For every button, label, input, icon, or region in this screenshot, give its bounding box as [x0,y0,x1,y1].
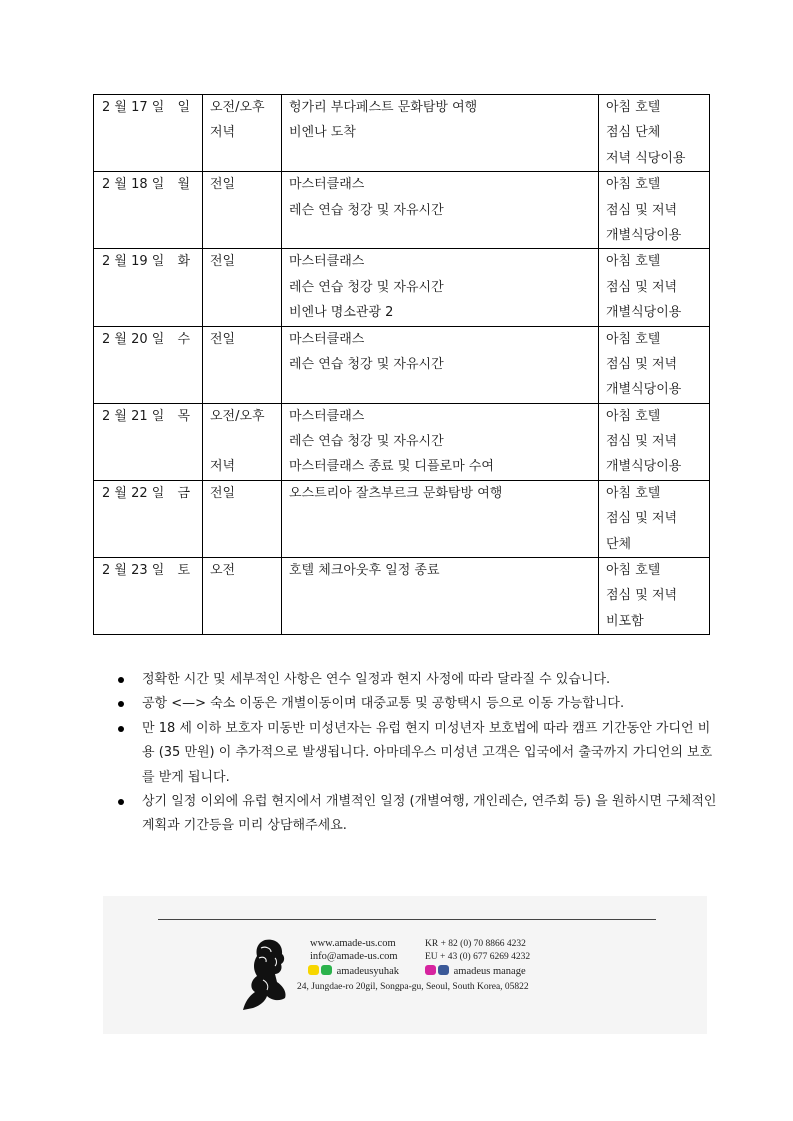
date-text: 2 월 20 일 [102,331,165,347]
activity-cell [282,95,599,172]
time-cell [203,172,282,249]
activity-line: 레슨 연습 청강 및 자유시간 [289,434,444,450]
meal-line: 점심 및 저녁 [606,511,678,527]
meal-line: 점심 및 저녁 [606,356,678,372]
time-line [210,377,281,402]
activity-line [289,609,598,634]
activity-cell [282,326,599,403]
time-line [210,583,281,608]
activity-line: 비엔나 명소관광 2 [289,305,394,321]
activity-line [289,223,598,248]
time-line [210,506,281,531]
time-line: 오전 [210,563,236,579]
footer [103,896,707,1034]
schedule-row [94,172,710,249]
facebook-icon [438,965,449,975]
meal-cell [599,326,710,403]
meal-line: 저녁 식당이용 [606,150,686,166]
activity-line [289,583,598,608]
date-text: 2 월 17 일 [102,100,165,115]
meal-line: 아침 호텔 [606,331,661,347]
date-cell [94,403,203,480]
meal-cell [599,480,710,557]
activity-line [289,377,598,402]
kakao-id: amadeusyuhak [336,966,400,977]
schedule-row [94,95,710,172]
meal-line: 아침 호텔 [606,563,661,579]
meal-line: 아침 호텔 [606,408,661,424]
note-item [118,717,718,790]
meal-line: 비포함 [606,613,644,629]
activity-line: 마스터클래스 종료 및 디플로마 수여 [289,459,494,475]
date-cell [94,480,203,557]
date-text: 2 월 23 일 [102,563,165,579]
note-text: 만 18 세 이하 보호자 미동반 미성년자는 유럽 현지 미성년자 보호법에 따라 캠프 기간동안 가디언 비용 (35 만원) 이 추가적으로 발생됩니다. 아마데우스 미성년 고객은 입국에서 출국까지 가디언의 보호를 받게 됩니다. [142,720,713,785]
time-line [210,352,281,377]
weekday-text: 화 [177,254,190,270]
time-line: 오전/오후 [210,100,265,115]
meal-line: 개별식당이용 [606,459,682,475]
address: 24, Jungdae-ro 20gil, Songpa-gu, Seoul, South Korea, 05822 [297,982,529,992]
activity-line: 레슨 연습 청강 및 자유시간 [289,356,444,372]
notes-list [118,668,718,839]
date-text: 2 월 22 일 [102,485,165,501]
activity-line: 헝가리 부다페스트 문화탐방 여행 [289,100,478,115]
activity-cell [282,558,599,635]
bullet-icon [118,726,124,732]
meal-line: 아침 호텔 [606,485,661,501]
schedule-row [94,558,710,635]
date-cell [94,558,203,635]
weekday-text: 목 [177,408,190,424]
meal-cell [599,249,710,326]
schedule-row [94,249,710,326]
note-item [118,692,718,716]
kakaotalk-icon [308,965,319,975]
weekday-text: 토 [177,563,190,579]
activity-line [289,532,598,557]
time-cell [203,403,282,480]
activity-line: 마스터클래스 [289,254,365,270]
activity-line [289,506,598,531]
instagram-id: amadeus manage [453,966,526,977]
time-line: 저녁 [210,125,236,141]
note-text: 정확한 시간 및 세부적인 사항은 연수 일정과 현지 사정에 따라 달라질 수 있습니다. [142,672,611,687]
time-line [210,223,281,248]
kakao-contact[interactable] [308,965,399,977]
time-line: 전일 [210,331,236,347]
date-cell [94,95,203,172]
weekday-text: 월 [177,177,190,193]
meal-line: 점심 및 저녁 [606,588,678,604]
meal-line: 개별식당이용 [606,305,682,321]
time-cell [203,480,282,557]
activity-cell [282,480,599,557]
activity-line: 마스터클래스 [289,331,365,347]
meal-line: 개별식당이용 [606,227,682,243]
activity-cell [282,172,599,249]
time-line [210,429,281,454]
time-cell [203,95,282,172]
time-line [210,146,281,171]
time-line: 전일 [210,177,236,193]
schedule-table [93,94,710,635]
time-line [210,532,281,557]
date-cell [94,326,203,403]
weekday-text: 금 [177,485,190,501]
note-item [118,790,718,839]
schedule-row [94,403,710,480]
weekday-text: 수 [177,331,190,347]
date-cell [94,172,203,249]
weekday-text: 일 [177,100,190,115]
composer-bust-logo [235,936,295,1012]
note-text: 공항 <—> 숙소 이동은 개별이동이며 대중교통 및 공항택시 등으로 이동 가능합니다. [142,696,625,712]
activity-line: 마스터클래스 [289,408,365,424]
website-link[interactable]: www.amade-us.com [310,938,396,949]
time-cell [203,558,282,635]
activity-line [289,146,598,171]
date-text: 2 월 19 일 [102,254,165,270]
meal-line: 점심 및 저녁 [606,279,678,295]
phone-kr: KR + 82 (0) 70 8866 4232 [425,939,526,949]
time-line [210,198,281,223]
activity-line: 마스터클래스 [289,177,365,193]
date-cell [94,249,203,326]
meal-line: 점심 및 저녁 [606,202,678,218]
time-line [210,300,281,325]
footer-divider [158,919,656,920]
meal-line: 점심 및 저녁 [606,434,678,450]
time-line: 전일 [210,485,236,501]
meal-cell [599,403,710,480]
time-line: 전일 [210,254,236,270]
time-cell [203,326,282,403]
activity-cell [282,249,599,326]
activity-line: 레슨 연습 청강 및 자유시간 [289,202,444,218]
bullet-icon [118,799,124,805]
meal-line: 아침 호텔 [606,177,661,193]
activity-cell [282,403,599,480]
activity-line: 레슨 연습 청강 및 자유시간 [289,279,444,295]
meal-line: 아침 호텔 [606,100,661,115]
bullet-icon [118,701,124,707]
schedule-row [94,326,710,403]
time-line [210,275,281,300]
meal-cell [599,172,710,249]
meal-line: 점심 단체 [606,125,661,141]
instagram-contact[interactable] [425,965,526,977]
meal-line: 아침 호텔 [606,254,661,270]
meal-line: 개별식당이용 [606,382,682,398]
date-text: 2 월 21 일 [102,408,165,424]
meal-cell [599,95,710,172]
activity-line: 비엔나 도착 [289,125,356,141]
email-link[interactable]: info@amade-us.com [310,951,398,962]
time-line [210,609,281,634]
instagram-icon [425,965,436,975]
activity-line: 오스트리아 잘츠부르크 문화탐방 여행 [289,485,503,501]
time-line: 오전/오후 [210,408,265,424]
schedule-row [94,480,710,557]
phone-eu: EU + 43 (0) 677 6269 4232 [425,952,531,962]
bullet-icon [118,677,124,683]
date-text: 2 월 18 일 [102,177,165,193]
activity-line: 호텔 체크아웃후 일정 종료 [289,563,440,579]
time-line: 저녁 [210,459,236,475]
time-cell [203,249,282,326]
line-chat-icon [321,965,332,975]
note-item [118,668,718,692]
meal-line: 단체 [606,536,632,552]
meal-cell [599,558,710,635]
note-text: 상기 일정 이외에 유럽 현지에서 개별적인 일정 (개별여행, 개인레슨, 연주회 등) 을 원하시면 구체적인 계획과 기간등을 미리 상담해주세요. [142,794,717,834]
